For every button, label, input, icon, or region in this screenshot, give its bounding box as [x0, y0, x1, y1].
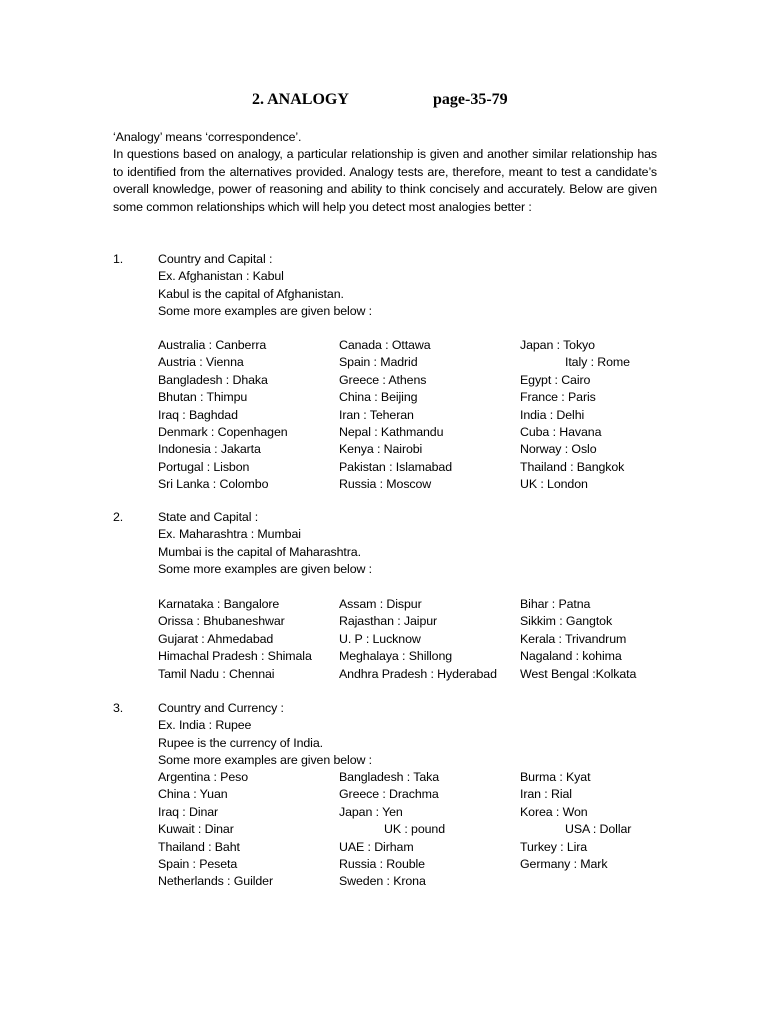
list-row: [158, 459, 688, 476]
examples-grid: [158, 596, 688, 683]
list-item: Kerala : Trivandrum: [520, 631, 627, 646]
intro-paragraph: In questions based on analogy, a particular relationship is given and another similar relationship has to identified from the alternatives provided. Analogy tests are, therefore, meant to test a candidate’s overall knowledge, power of reasoning and ability to think concisely and accurately. Below are given some common relationships which will help you detect most analogies better :: [113, 147, 657, 214]
list-item: Norway : Oslo: [520, 442, 597, 457]
list-item: Bangladesh : Taka: [339, 770, 440, 784]
list-row: [158, 337, 688, 354]
list-item: Italy : Rome: [565, 355, 630, 370]
list-item: Sri Lanka : Colombo: [158, 477, 269, 492]
list-item: Karnataka : Bangalore: [158, 597, 280, 611]
section-number: 1.: [113, 252, 124, 266]
list-item: Australia : Canberra: [158, 338, 267, 352]
list-row: [158, 476, 688, 493]
section-example: Ex. Maharashtra : Mumbai: [158, 527, 301, 542]
list-item: India : Delhi: [520, 407, 585, 422]
list-row: [158, 354, 688, 371]
list-item: UK : pound: [384, 822, 445, 837]
intro-text: [113, 129, 657, 216]
section-more-label: Some more examples are given below :: [158, 304, 373, 319]
section-more-label: Some more examples are given below :: [158, 753, 373, 768]
list-item: Sweden : Krona: [339, 874, 426, 889]
list-row: [158, 821, 688, 838]
list-item: Meghalaya : Shillong: [339, 649, 453, 664]
list-item: Cuba : Havana: [520, 424, 602, 439]
list-item: Burma : Kyat: [520, 770, 591, 784]
list-item: U. P : Lucknow: [339, 631, 421, 646]
list-item: Orissa : Bhubaneshwar: [158, 614, 285, 629]
page-range: page-35-79: [433, 91, 508, 108]
list-row: [158, 769, 688, 786]
section-explanation: Rupee is the currency of India.: [158, 735, 323, 750]
list-item: West Bengal :Kolkata: [520, 666, 637, 681]
list-row: [158, 666, 688, 683]
section-more-label: Some more examples are given below :: [158, 562, 373, 577]
list-item: UK : London: [520, 477, 588, 492]
list-item: Iran : Teheran: [339, 407, 414, 422]
list-item: Tamil Nadu : Chennai: [158, 666, 275, 681]
intro-definition: ‘Analogy’ means ‘correspondence’.: [113, 130, 302, 144]
list-row: [158, 407, 688, 424]
list-item: Kenya : Nairobi: [339, 442, 423, 457]
list-item: China : Beijing: [339, 390, 418, 405]
list-item: China : Yuan: [158, 787, 228, 802]
list-item: Pakistan : Islamabad: [339, 459, 453, 474]
list-item: Kuwait : Dinar: [158, 822, 234, 837]
list-item: Russia : Rouble: [339, 856, 425, 871]
section-number: 3.: [113, 701, 124, 715]
chapter-title: 2. ANALOGY: [252, 91, 349, 108]
list-item: Iraq : Baghdad: [158, 407, 238, 422]
list-item: Korea : Won: [520, 804, 588, 819]
list-row: [158, 856, 688, 873]
list-item: Indonesia : Jakarta: [158, 442, 261, 457]
list-item: Greece : Athens: [339, 372, 427, 387]
list-row: [158, 389, 688, 406]
list-item: Egypt : Cairo: [520, 372, 591, 387]
list-row: [158, 804, 688, 821]
list-item: Japan : Tokyo: [520, 338, 595, 352]
list-item: Austria : Vienna: [158, 355, 244, 370]
list-item: Himachal Pradesh : Shimala: [158, 649, 312, 664]
list-item: Sikkim : Gangtok: [520, 614, 613, 629]
list-item: Iran : Rial: [520, 787, 572, 802]
list-row: [158, 441, 688, 458]
list-item: Assam : Dispur: [339, 597, 422, 611]
list-item: France : Paris: [520, 390, 596, 405]
list-row: [158, 424, 688, 441]
list-item: Portugal : Lisbon: [158, 459, 250, 474]
list-item: USA : Dollar: [565, 822, 632, 837]
section-example: Ex. India : Rupee: [158, 718, 252, 733]
page-title: [0, 91, 768, 113]
examples-grid: [158, 337, 688, 494]
list-item: Netherlands : Guilder: [158, 874, 273, 889]
list-row: [158, 873, 688, 890]
list-item: Gujarat : Ahmedabad: [158, 631, 274, 646]
list-item: Spain : Madrid: [339, 355, 418, 370]
list-item: Argentina : Peso: [158, 770, 249, 784]
section-heading: State and Capital :: [158, 510, 259, 524]
section-explanation: Kabul is the capital of Afghanistan.: [158, 286, 344, 301]
list-item: Spain : Peseta: [158, 856, 238, 871]
list-item: Rajasthan : Jaipur: [339, 614, 438, 629]
list-item: Russia : Moscow: [339, 477, 432, 492]
list-item: Nagaland : kohima: [520, 649, 622, 664]
list-item: Bihar : Patna: [520, 597, 591, 611]
list-row: [158, 372, 688, 389]
list-row: [158, 786, 688, 803]
section-heading: Country and Capital :: [158, 252, 273, 266]
list-item: Thailand : Baht: [158, 839, 240, 854]
section-heading: Country and Currency :: [158, 701, 284, 715]
list-row: [158, 613, 688, 630]
list-item: Denmark : Copenhagen: [158, 424, 288, 439]
list-item: Japan : Yen: [339, 804, 403, 819]
list-row: [158, 631, 688, 648]
section-example: Ex. Afghanistan : Kabul: [158, 269, 284, 284]
list-item: UAE : Dirham: [339, 839, 414, 854]
list-item: Iraq : Dinar: [158, 804, 219, 819]
list-item: Turkey : Lira: [520, 839, 588, 854]
list-item: Canada : Ottawa: [339, 338, 431, 352]
section-number: 2.: [113, 510, 124, 524]
list-item: Germany : Mark: [520, 856, 608, 871]
list-item: Thailand : Bangkok: [520, 459, 625, 474]
list-item: Bangladesh : Dhaka: [158, 372, 268, 387]
list-item: Nepal : Kathmandu: [339, 424, 444, 439]
list-item: Andhra Pradesh : Hyderabad: [339, 666, 497, 681]
list-item: Bhutan : Thimpu: [158, 390, 248, 405]
list-row: [158, 648, 688, 665]
list-item: Greece : Drachma: [339, 787, 439, 802]
list-row: [158, 839, 688, 856]
examples-grid: [158, 769, 688, 891]
section-explanation: Mumbai is the capital of Maharashtra.: [158, 544, 361, 559]
list-row: [158, 596, 688, 613]
